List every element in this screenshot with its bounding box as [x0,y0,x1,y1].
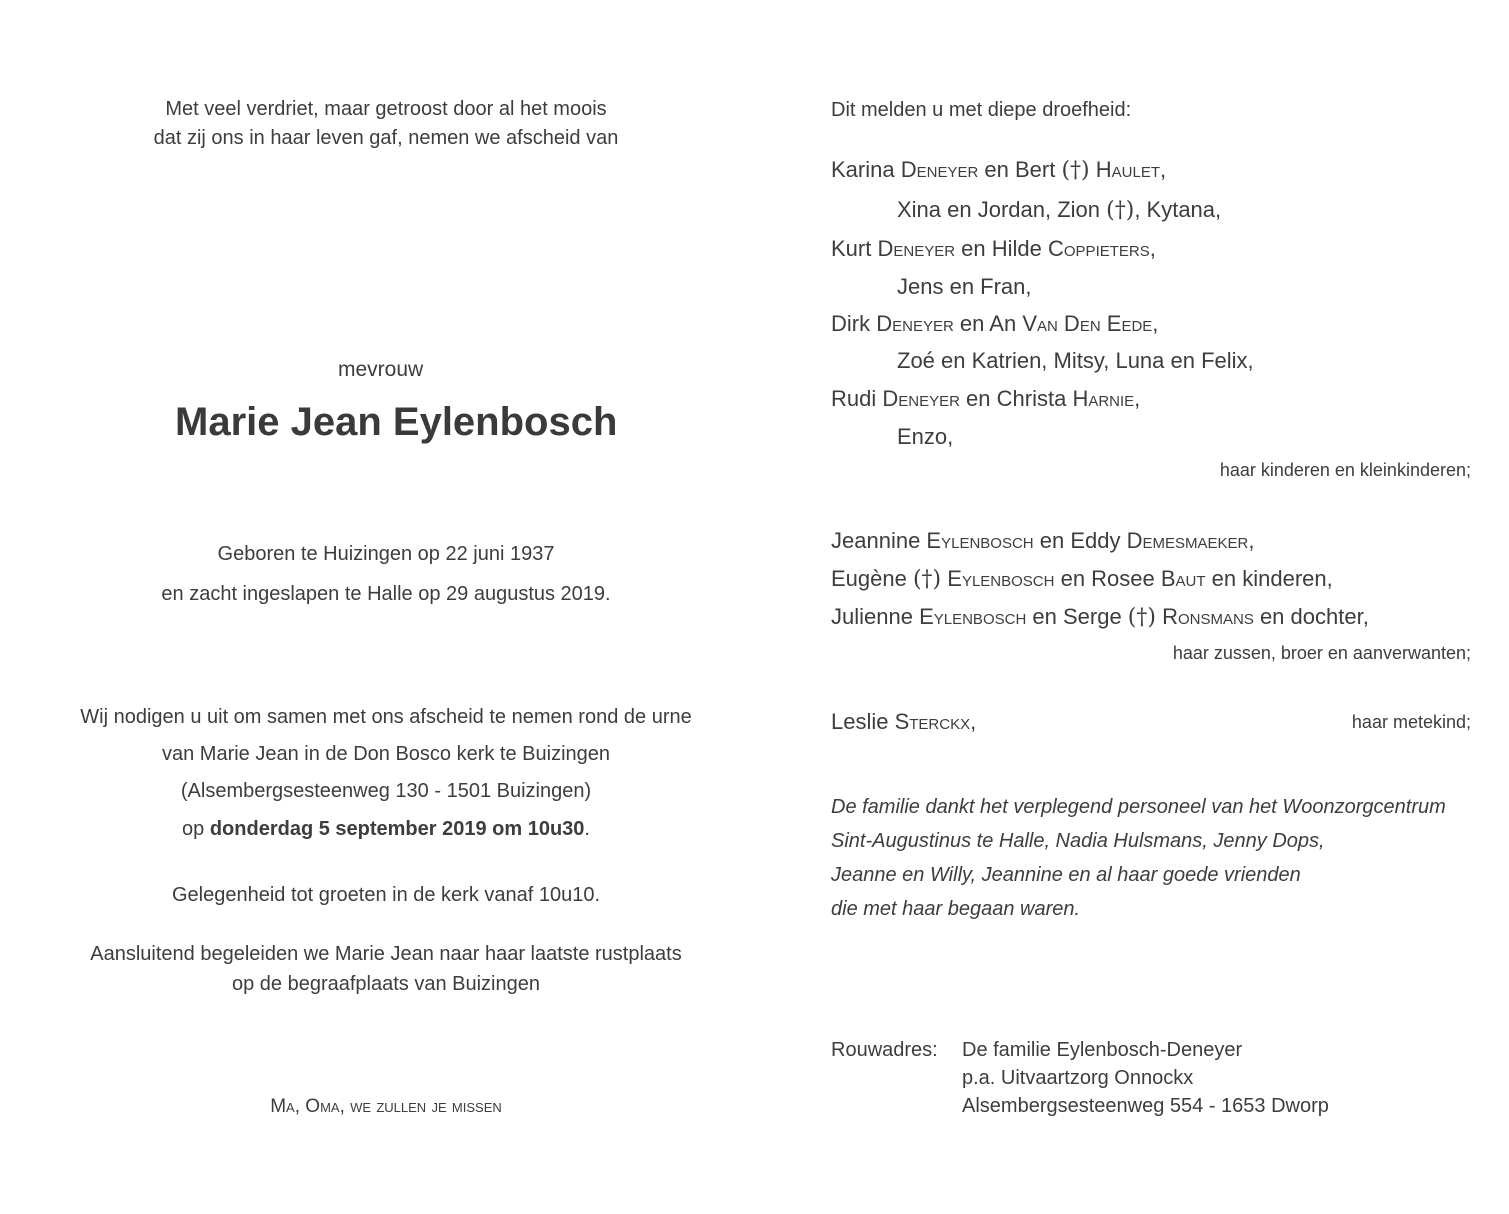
siblings-label: haar zussen, broer en aanverwanten; [1172,643,1471,663]
godchild-line: Leslie Sterckx, [831,709,977,734]
sibling-line-3: Julienne Eylenbosch en Serge (†) Ronsmans en dochter, [831,604,1369,630]
godchild-label: haar metekind; [1351,712,1471,732]
thanks-line-2: Sint-Augustinus te Halle, Nadia Hulsmans, Jenny Dops, [831,830,1325,852]
invite-prefix: op [182,818,210,840]
intro-line-2: dat zij ons in haar leven gaf, nemen we afscheid van [153,127,619,149]
address-line-3: Alsembergsesteenweg 554 - 1653 Dworp [962,1095,1329,1117]
address-label: Rouwadres: [831,1039,938,1061]
dagger-mark: (†) [1106,198,1135,223]
invite-suffix: . [584,818,590,840]
intro-line-1: Met veel verdriet, maar getroost door al het moois [165,98,607,120]
kin-line-2: Kurt Deneyer en Hilde Coppieters, [831,236,1156,261]
announce-line: Dit melden u met diepe droefheid: [831,99,1132,121]
closing-line: Ma, Oma, we zullen je missen [270,1096,502,1117]
invite-line-2: van Marie Jean in de Don Bosco kerk te Buizingen [161,743,611,765]
sibling-line-2: Eugène (†) Eylenbosch en Rosee Baut en kinderen, [831,566,1333,592]
thanks-line-1: De familie dankt het verplegend personeel van het Woonzorgcentrum [831,796,1446,818]
invite-line-4 [0,818,772,841]
kin-line-1: Karina Deneyer en Bert (†) Haulet, [831,157,1167,183]
address-line-1: De familie Eylenbosch-Deneyer [962,1039,1243,1061]
address-line-2: p.a. Uitvaartzorg Onnockx [962,1067,1194,1089]
kin-grandchildren-1: Xina en Jordan, Zion (†), Kytana, [897,197,1222,223]
kin-grandchildren-2: Jens en Fran, [897,274,1032,299]
invite-line-1: Wij nodigen u uit om samen met ons afscheid te nemen rond de urne [80,706,692,728]
sibling-line-1: Jeannine Eylenbosch en Eddy Demesmaeker, [831,528,1255,553]
dagger-mark: (†) [912,567,942,592]
kin-line-4: Rudi Deneyer en Christa Harnie, [831,386,1141,411]
service-datetime: donderdag 5 september 2019 om 10u30 [209,818,585,840]
invite-line-3: (Alsembergsesteenweg 130 - 1501 Buizingen) [180,780,592,802]
kin-line-3: Dirk Deneyer en An Van Den Eede, [831,311,1159,336]
death-line: en zacht ingeslapen te Halle op 29 augustus 2019. [161,583,611,605]
deceased-name: Marie Jean Eylenbosch [175,400,618,444]
kin-grandchildren-3: Zoé en Katrien, Mitsy, Luna en Felix, [897,348,1254,373]
birth-line: Geboren te Huizingen op 22 juni 1937 [217,543,555,565]
thanks-line-4: die met haar begaan waren. [831,898,1081,920]
greeting-line: Gelegenheid tot groeten in de kerk vanaf 10u10. [171,884,601,906]
kin-grandchildren-4: Enzo, [897,424,954,449]
burial-line-1: Aansluitend begeleiden we Marie Jean naar haar laatste rustplaats [90,943,682,965]
thanks-line-3: Jeanne en Willy, Jeannine en al haar goede vrienden [831,864,1301,886]
salutation: mevrouw [338,358,424,381]
dagger-mark: (†) [1127,605,1156,630]
burial-line-2: op de begraafplaats van Buizingen [231,973,540,995]
dagger-mark: (†) [1061,158,1090,183]
children-label: haar kinderen en kleinkinderen; [1219,460,1471,480]
